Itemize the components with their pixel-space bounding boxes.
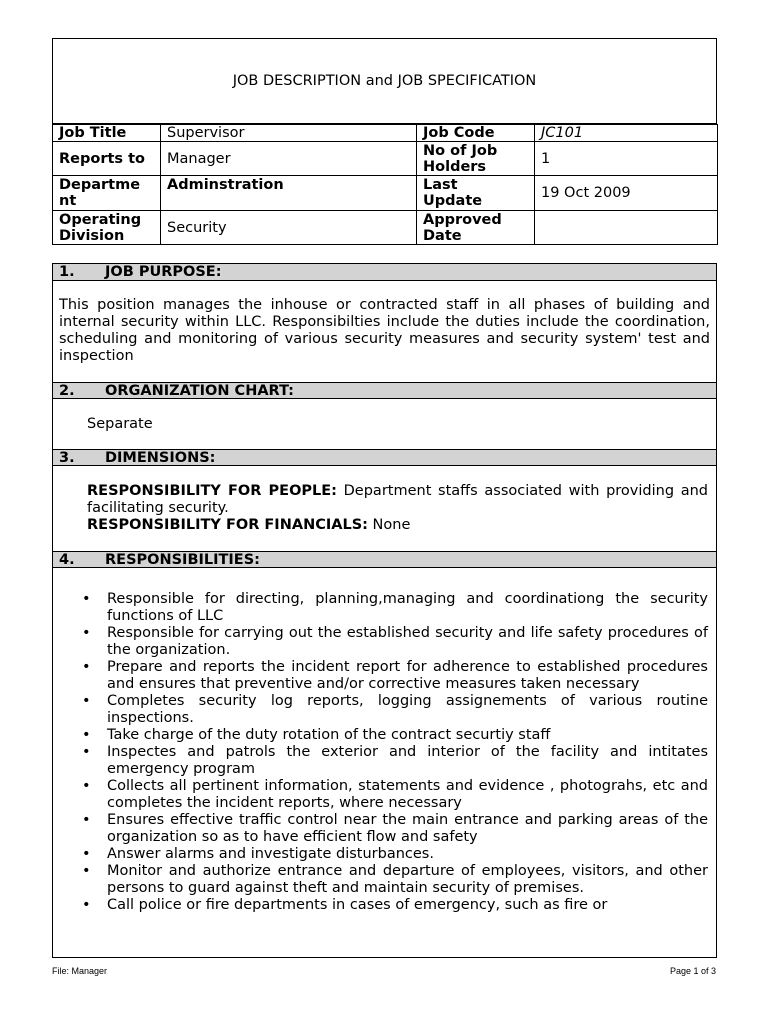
list-item: • Call police or fire departments in cases of emergency, such as fire or bbox=[107, 897, 708, 914]
list-item: • Inspectes and patrols the exterior and interior of the facility and intitates emergency program bbox=[107, 744, 708, 778]
footer-page-number: Page 1 of 3 bbox=[669, 966, 716, 976]
job-holders-label: No of Job Holders bbox=[417, 142, 535, 176]
document-page bbox=[52, 38, 717, 958]
list-item: • Take charge of the duty rotation of the contract securtiy staff bbox=[107, 727, 708, 744]
department-label: Departme nt bbox=[53, 176, 161, 211]
job-code-label: Job Code bbox=[417, 125, 535, 142]
list-item: • Ensures effective traffic control near the main entrance and parking areas of the organization so as to have efficient flow and safety bbox=[107, 812, 708, 846]
section-job-purpose bbox=[52, 263, 717, 958]
list-item: • Monitor and authorize entrance and departure of employees, visitors, and other persons to guard against theft and maintain security of premises. bbox=[107, 863, 708, 897]
list-item: • Prepare and reports the incident report for adherence to established procedures and ensures that preventive and/or corrective measures taken necessary bbox=[107, 659, 708, 693]
division-value: Security bbox=[161, 211, 417, 245]
list-item: • Responsible for carrying out the established security and life safety procedures of the organization. bbox=[107, 625, 708, 659]
list-item: • Collects all pertinent information, statements and evidence , photograhs, etc and completes the incident reports, where necessary bbox=[107, 778, 708, 812]
list-item: • Completes security log reports, logging assignements of various routine inspections. bbox=[107, 693, 708, 727]
job-purpose-text: This position manages the inhouse or contracted staff in all phases of building and internal security within LLC. Responsibilties include the duties include the coordination, scheduling and monitoring of various security measures and security system' test and inspection bbox=[59, 297, 710, 364]
list-item: • Responsible for directing, planning,managing and coordinationg the security functions of LLC bbox=[107, 591, 708, 625]
last-update-label: Last Update bbox=[417, 176, 535, 211]
last-update-value: 19 Oct 2009 bbox=[535, 176, 718, 211]
job-info-table bbox=[52, 124, 718, 245]
job-code-value: JC101 bbox=[535, 125, 718, 142]
dimensions-text: RESPONSIBILITY FOR PEOPLE: Department staffs associated with providing and facilitating security. RESPONSIBILITY FOR FINANCIALS: None bbox=[87, 483, 708, 533]
approved-date-label: Approved Date bbox=[417, 211, 535, 245]
responsibilities-list bbox=[53, 568, 716, 957]
reports-to-value: Manager bbox=[161, 142, 417, 176]
division-label: Operating Division bbox=[53, 211, 161, 245]
department-value: Adminstration bbox=[161, 176, 417, 211]
job-holders-value: 1 bbox=[535, 142, 718, 176]
section-heading: 2. ORGANIZATION CHART: bbox=[53, 382, 716, 399]
section-heading: 1. JOB PURPOSE: bbox=[53, 264, 716, 281]
reports-to-label: Reports to bbox=[53, 142, 161, 176]
list-item: • Answer alarms and investigate disturbances. bbox=[107, 846, 708, 863]
section-heading: 3. DIMENSIONS: bbox=[53, 449, 716, 466]
job-title-value: Supervisor bbox=[161, 125, 417, 142]
org-chart-text: Separate bbox=[87, 416, 153, 432]
approved-date-value bbox=[535, 211, 718, 245]
job-title-label: Job Title bbox=[53, 125, 161, 142]
document-title: JOB DESCRIPTION and JOB SPECIFICATION bbox=[52, 38, 717, 124]
section-heading: 4. RESPONSIBILITIES: bbox=[53, 551, 716, 568]
footer-file: File: Manager bbox=[52, 966, 108, 976]
